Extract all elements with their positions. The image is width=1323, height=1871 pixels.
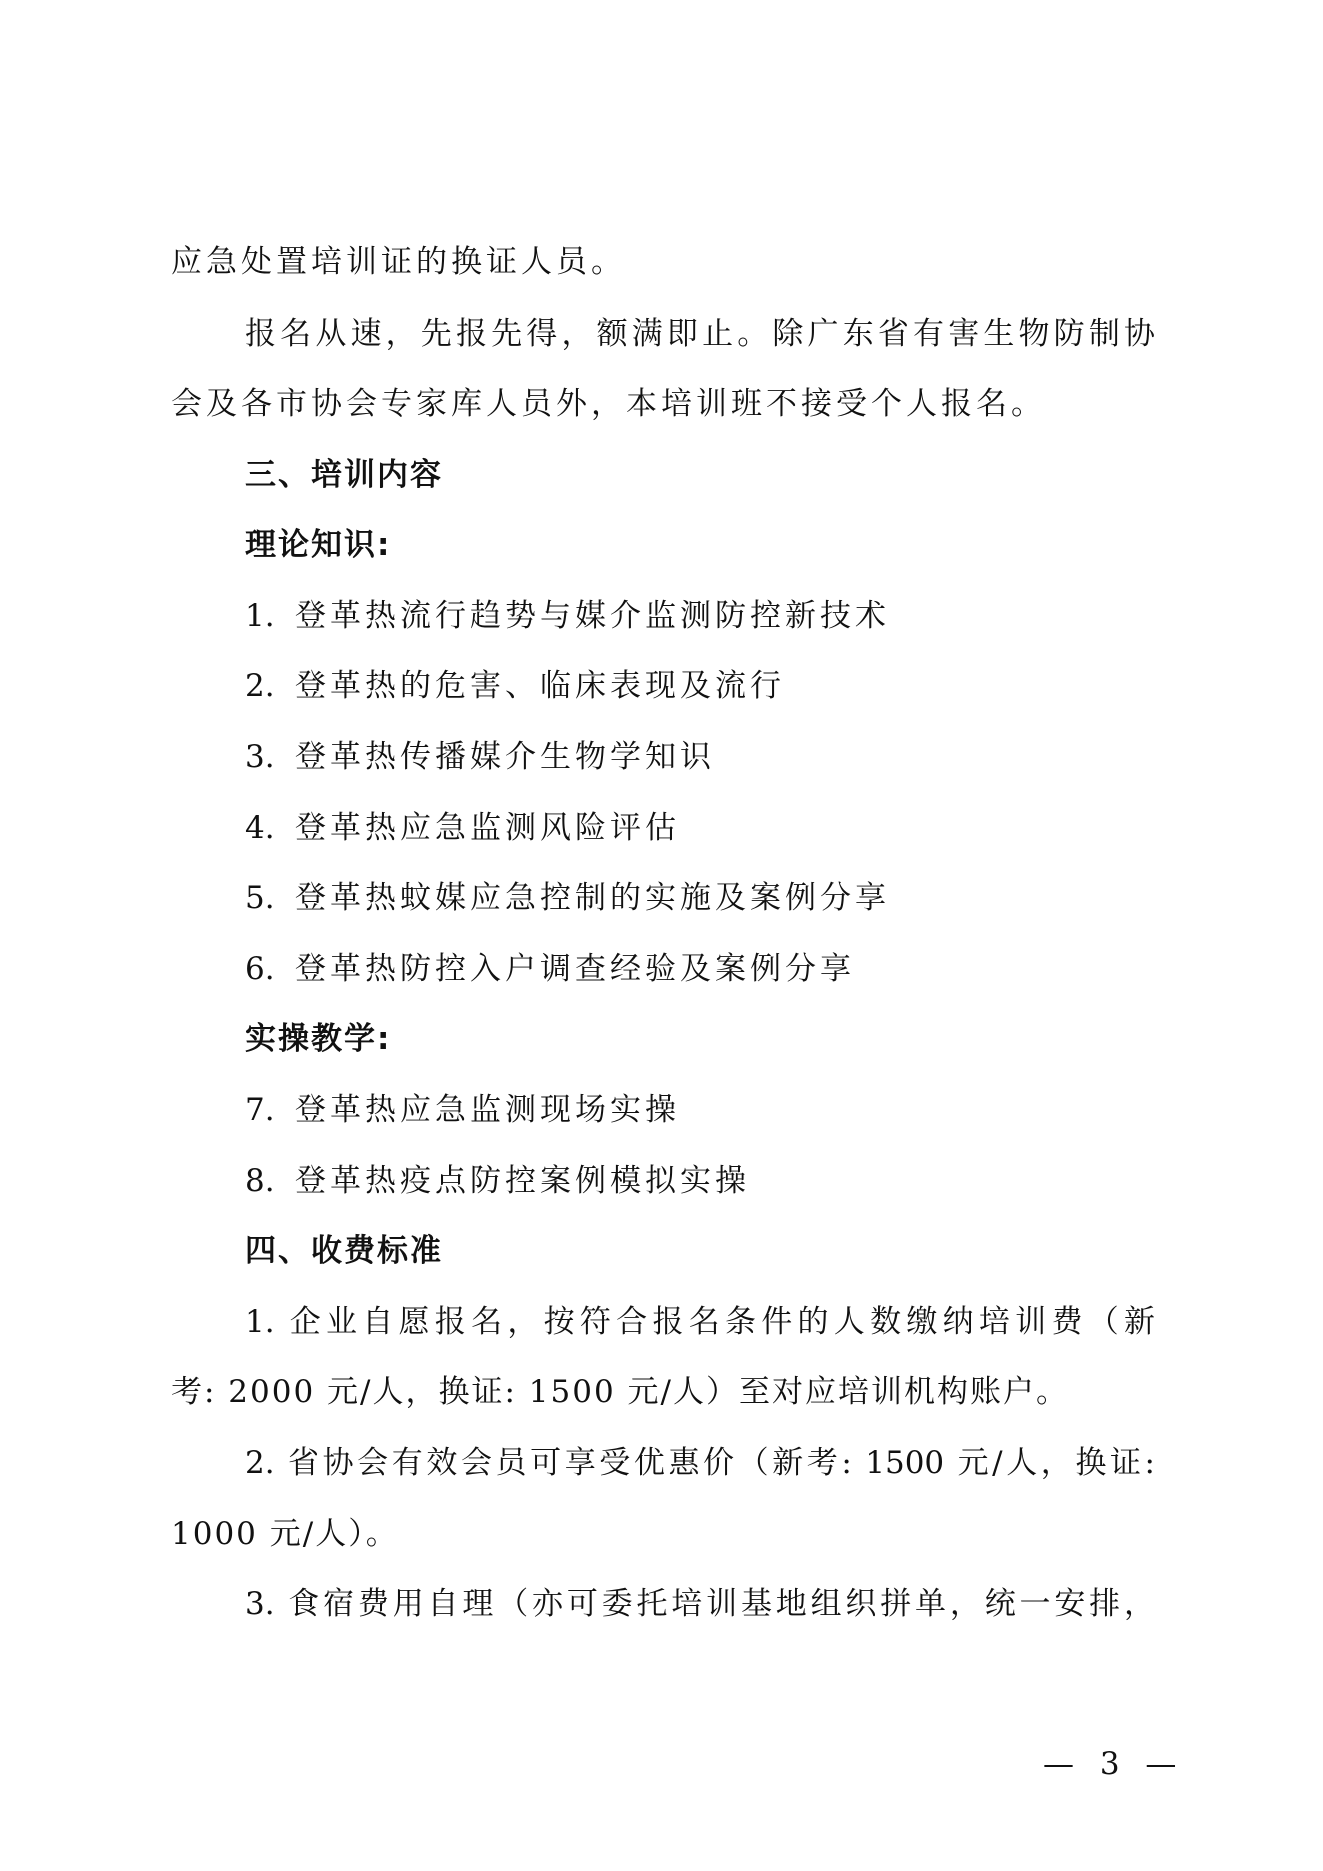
list-item-number: 6. (245, 951, 275, 987)
list-item (245, 664, 785, 708)
list-item (245, 1088, 680, 1132)
list-item-text: 登革热应急监测现场实操 (295, 1092, 680, 1128)
list-item (245, 594, 890, 638)
paragraph-line: 2. 省协会有效会员可享受优惠价（新考: 1500 元/人，换证: (245, 1445, 1155, 1481)
paragraph-line: 3. 食宿费用自理（亦可委托培训基地组织拼单，统一安排， (245, 1586, 1155, 1622)
list-item-number: 2. (245, 668, 275, 704)
list-item (245, 1159, 750, 1203)
list-item-number: 5. (245, 880, 275, 916)
paragraph-line: 应急处置培训证的换证人员。 (171, 244, 626, 280)
paragraph-line: 会及各市协会专家库人员外，本培训班不接受个人报名。 (171, 386, 1046, 422)
list-item-number: 3. (245, 739, 275, 775)
list-item-number: 8. (245, 1163, 275, 1199)
paragraph-line: 1. 企业自愿报名，按符合报名条件的人数缴纳培训费（新 (245, 1304, 1155, 1340)
list-item-text: 登革热的危害、临床表现及流行 (295, 668, 785, 704)
section-heading-training-content: 三、培训内容 (245, 457, 443, 493)
list-item-text: 登革热传播媒介生物学知识 (295, 739, 715, 775)
list-item-text: 登革热蚊媒应急控制的实施及案例分享 (295, 880, 890, 916)
page-number: — 3 — (1043, 1746, 1185, 1782)
subheading-theory: 理论知识: (245, 527, 392, 563)
list-item (245, 876, 890, 920)
paragraph-line: 考: 2000 元/人，换证: 1500 元/人）至对应培训机构账户。 (171, 1374, 1069, 1410)
list-item-text: 登革热防控入户调查经验及案例分享 (295, 951, 855, 987)
list-item-text: 登革热应急监测风险评估 (295, 810, 680, 846)
list-item-number: 7. (245, 1092, 275, 1128)
list-item (245, 735, 715, 779)
list-item-text: 登革热疫点防控案例模拟实操 (295, 1163, 750, 1199)
list-item (245, 947, 855, 991)
list-item-number: 4. (245, 810, 275, 846)
paragraph-line: 报名从速，先报先得，额满即止。除广东省有害生物防制协 (245, 316, 1155, 352)
paragraph-line: 1000 元/人）。 (171, 1516, 399, 1552)
list-item-number: 1. (245, 598, 275, 634)
list-item-text: 登革热流行趋势与媒介监测防控新技术 (295, 598, 890, 634)
list-item (245, 806, 680, 850)
section-heading-fee-standard: 四、收费标准 (245, 1233, 443, 1269)
subheading-practice: 实操教学: (245, 1021, 392, 1057)
